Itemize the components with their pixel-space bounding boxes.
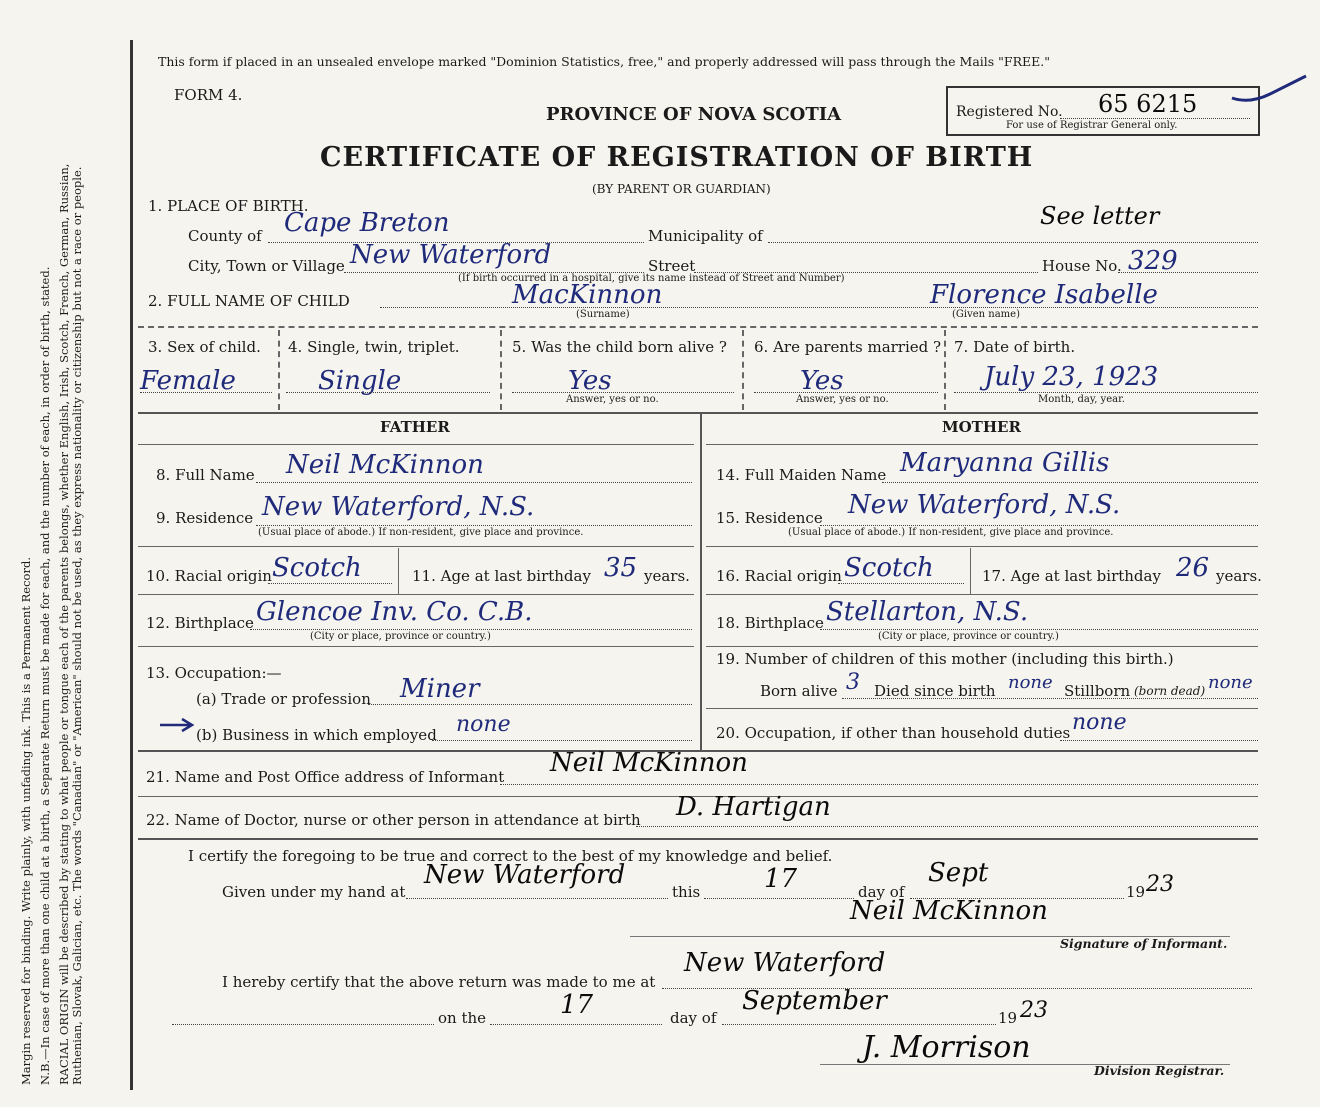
informant-signature: Neil McKinnon — [850, 896, 1048, 926]
born-alive-label: Born alive — [760, 682, 838, 700]
surname-caption: (Surname) — [576, 309, 630, 320]
registrar-year-prefix: 19 — [998, 1009, 1018, 1027]
mother-birthplace-value: Stellarton, N.S. — [826, 597, 1029, 627]
doctor-label: 22. Name of Doctor, nurse or other person in attendance at birth — [146, 811, 641, 829]
mother-age-unit: years. — [1216, 567, 1262, 585]
parents-married-label: 6. Are parents married ? — [754, 338, 942, 356]
municipality-value: See letter — [1040, 202, 1160, 230]
father-birthplace-value: Glencoe Inv. Co. C.B. — [256, 597, 533, 627]
this-label: this — [672, 883, 701, 901]
mother-heading: MOTHER — [942, 418, 1021, 436]
city-label: City, Town or Village — [188, 257, 345, 275]
registrar-year-value: 23 — [1020, 998, 1048, 1023]
given-month-value: Sept — [928, 858, 989, 888]
mother-birthplace-caption: (City or place, province or country.) — [878, 631, 1059, 642]
mother-birthplace-label: 18. Birthplace — [716, 614, 824, 632]
father-heading: FATHER — [380, 418, 450, 436]
registrar-signature: J. Morrison — [862, 1030, 1031, 1065]
born-alive-question-label: 5. Was the child born alive ? — [512, 338, 727, 356]
father-occupation-label: 13. Occupation:— — [146, 664, 282, 682]
certificate-subtitle: (BY PARENT OR GUARDIAN) — [592, 182, 771, 196]
stillborn-note: (born dead) — [1134, 684, 1206, 698]
registrar-caption: Division Registrar. — [1094, 1063, 1225, 1078]
house-number-value: 329 — [1128, 246, 1178, 276]
county-value: Cape Breton — [284, 208, 450, 238]
parents-married-answer: Yes — [800, 366, 844, 396]
mother-occupation-label: 20. Occupation, if other than household duties — [716, 724, 1071, 742]
certify-statement: I certify the foregoing to be true and correct to the best of my knowledge and belief. — [188, 847, 833, 865]
trade-value: Miner — [400, 674, 480, 704]
father-racial-origin-label: 10. Racial origin — [146, 567, 272, 585]
registrar-statement: I hereby certify that the above return was made to me at — [222, 973, 656, 991]
informant-value: Neil McKinnon — [550, 748, 748, 778]
municipality-label: Municipality of — [648, 227, 763, 245]
father-birthplace-caption: (City or place, province or country.) — [310, 631, 491, 642]
sex-value: Female — [140, 366, 236, 396]
father-residence-label: 9. Residence — [156, 509, 254, 527]
died-since-birth-label: Died since birth — [874, 682, 996, 700]
given-year-value: 23 — [1146, 872, 1174, 897]
children-count-label: 19. Number of children of this mother (including this birth.) — [716, 650, 1174, 668]
form-number: FORM 4. — [174, 86, 243, 104]
registrar-month-value: September — [742, 986, 887, 1016]
registered-label: Registered No. — [956, 104, 1063, 120]
father-age-unit: years. — [644, 567, 690, 585]
mother-occupation-value: none — [1072, 710, 1127, 735]
date-of-birth-value: July 23, 1923 — [984, 362, 1159, 392]
trade-label: (a) Trade or profession — [196, 690, 371, 708]
father-age-value: 35 — [604, 553, 638, 583]
father-residence-caption: (Usual place of abode.) If non-resident, give place and province. — [258, 527, 584, 538]
registrar-note: For use of Registrar General only. — [1006, 120, 1178, 131]
margin-line-3: RACIAL ORIGIN will be described by stating to what people or tongue each of the parents belongs, whether English, Irish, Scotch, French, German, Russian, — [57, 163, 71, 1085]
child-given-value: Florence Isabelle — [930, 280, 1158, 310]
registrar-place-value: New Waterford — [684, 948, 886, 978]
mother-residence-label: 15. Residence — [716, 509, 823, 527]
born-alive-value: 3 — [846, 670, 860, 695]
father-name-value: Neil McKinnon — [286, 450, 484, 480]
doctor-value: D. Hartigan — [676, 792, 831, 822]
business-value: none — [456, 712, 511, 737]
stillborn-label: Stillborn — [1064, 682, 1131, 700]
father-racial-origin-value: Scotch — [272, 553, 362, 583]
father-residence-value: New Waterford, N.S. — [262, 492, 535, 522]
margin-line-1: Margin reserved for binding. Write plainly, with unfading ink. This is a Permanent Record. — [19, 557, 33, 1085]
registrar-day-value: 17 — [560, 990, 594, 1020]
date-of-birth-label: 7. Date of birth. — [954, 338, 1076, 356]
born-alive-caption: Answer, yes or no. — [566, 394, 659, 405]
given-under-hand-label: Given under my hand at — [222, 883, 406, 901]
mother-residence-value: New Waterford, N.S. — [848, 490, 1121, 520]
date-of-birth-caption: Month, day, year. — [1038, 394, 1125, 405]
margin-line-2: N.B.—In case of more than one child at a birth, a Separate Return must be made for each, and the number of each, in order of birth, stated. — [38, 266, 52, 1085]
mother-residence-caption: (Usual place of abode.) If non-resident, give place and province. — [788, 527, 1114, 538]
mother-name-label: 14. Full Maiden Name — [716, 466, 887, 484]
child-name-label: 2. FULL NAME OF CHILD — [148, 292, 350, 310]
city-value: New Waterford — [350, 240, 552, 270]
business-label: (b) Business in which employed — [196, 726, 437, 744]
mother-racial-origin-value: Scotch — [844, 553, 934, 583]
on-the-label: on the — [438, 1009, 487, 1027]
place-of-birth-label: 1. PLACE OF BIRTH. — [148, 197, 309, 215]
father-name-label: 8. Full Name — [156, 466, 255, 484]
margin-line-4: Ruthenian, Slovak, Galician, etc. The words "Canadian" or "American" should not be used, as they express nationality or citizenship but not a race or people. — [70, 166, 84, 1085]
informant-label: 21. Name and Post Office address of Informant — [146, 768, 505, 786]
died-since-birth-value: none — [1008, 672, 1053, 693]
margin-instructions — [20, 45, 140, 1085]
registered-value: 65 6215 — [1098, 90, 1198, 118]
day-of-label: day of — [858, 883, 905, 901]
street-label: Street — [648, 257, 696, 275]
certificate-title: CERTIFICATE OF REGISTRATION OF BIRTH — [320, 142, 1034, 173]
signature-caption: Signature of Informant. — [1060, 936, 1228, 951]
county-label: County of — [188, 227, 262, 245]
year-prefix: 19 — [1126, 883, 1146, 901]
mail-notice: This form if placed in an unsealed envelope marked "Dominion Statistics, free," and properly addressed will pass through the Mails "FREE." — [158, 54, 1050, 69]
stillborn-value: none — [1208, 672, 1253, 693]
given-caption: (Given name) — [952, 309, 1020, 320]
sex-label: 3. Sex of child. — [148, 338, 261, 356]
binding-margin-rule — [130, 40, 133, 1090]
mother-age-label: 17. Age at last birthday — [982, 567, 1161, 585]
house-number-label: House No. — [1042, 257, 1122, 275]
street-note: (If birth occurred in a hospital, give its name instead of Street and Number) — [458, 273, 845, 284]
registrar-day-of-label: day of — [670, 1009, 717, 1027]
father-age-label: 11. Age at last birthday — [412, 567, 591, 585]
plurality-label: 4. Single, twin, triplet. — [288, 338, 460, 356]
father-birthplace-label: 12. Birthplace — [146, 614, 254, 632]
province-heading: PROVINCE OF NOVA SCOTIA — [546, 104, 842, 125]
parents-married-caption: Answer, yes or no. — [796, 394, 889, 405]
check-mark-icon — [1230, 72, 1310, 106]
plurality-value: Single — [318, 366, 402, 396]
mother-racial-origin-label: 16. Racial origin — [716, 567, 842, 585]
registered-number-box — [946, 86, 1260, 136]
child-surname-value: MacKinnon — [512, 280, 663, 310]
given-place-value: New Waterford — [424, 860, 626, 890]
mother-age-value: 26 — [1176, 553, 1210, 583]
given-day-value: 17 — [764, 864, 798, 894]
mother-name-value: Maryanna Gillis — [900, 448, 1110, 478]
born-alive-answer: Yes — [568, 366, 612, 396]
arrow-mark-icon — [158, 716, 198, 734]
